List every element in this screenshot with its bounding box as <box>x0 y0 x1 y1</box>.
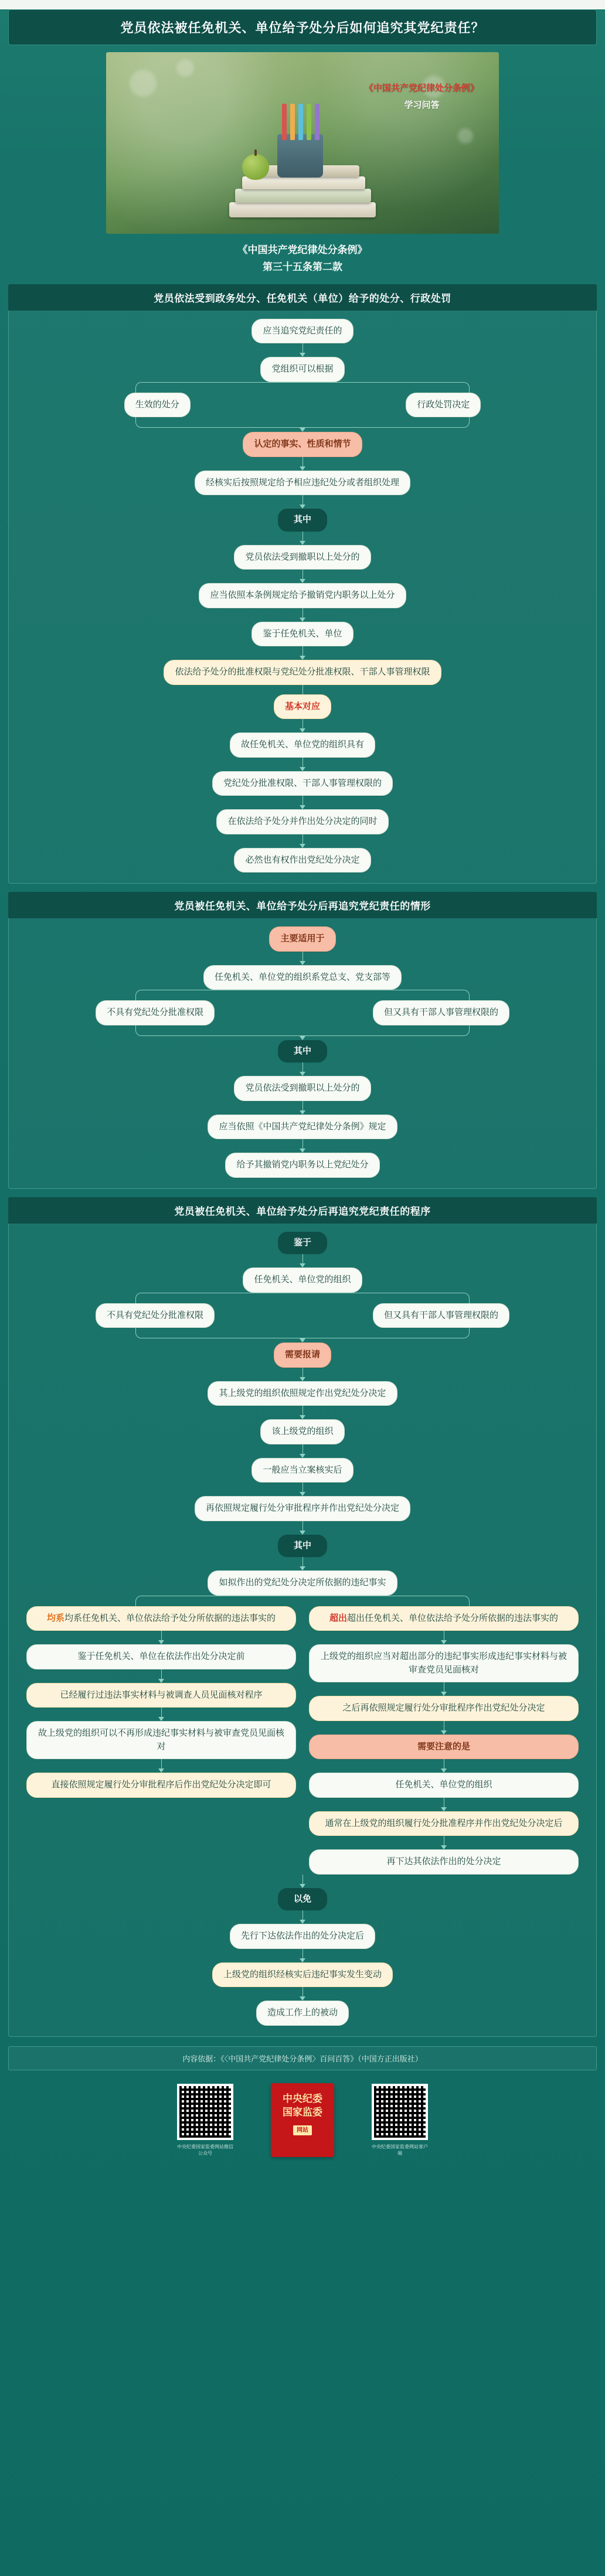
connector <box>302 531 303 541</box>
arrow-icon <box>300 1454 305 1458</box>
flow-node: 鉴于任免机关、单位在依法作出处分决定前 <box>26 1644 296 1669</box>
flow-node: 之后再依照规定履行处分审批程序作出党纪处分决定 <box>309 1696 579 1721</box>
arrow-icon <box>300 1110 305 1115</box>
qr-left-caption: 中央纪委国家监委网站微信公众号 <box>177 2144 233 2156</box>
emblem-line1: 中央纪委 <box>283 2093 322 2104</box>
flow-node: 不具有党纪处分批准权限 <box>96 1000 215 1025</box>
flow-node: 但又具有干部人事管理权限的 <box>373 1000 509 1025</box>
qr-right[interactable] <box>372 2084 428 2156</box>
branch-split <box>135 1596 470 1606</box>
flow-node-emphasis <box>309 1606 579 1631</box>
flow-node: 故任免机关、单位党的组织具有 <box>230 732 375 758</box>
pencil-cup <box>277 134 323 178</box>
connector <box>161 1669 162 1679</box>
page-title: 党员依法被任免机关、单位给予处分后如何追究其党纪责任？ <box>8 9 597 45</box>
flow-node: 党员依法受到撤职以上处分的 <box>234 545 371 570</box>
flow-node-highlight: 需要注意的是 <box>309 1735 579 1760</box>
book <box>235 189 371 203</box>
connector <box>302 1483 303 1492</box>
hero-subtitle <box>0 242 605 276</box>
flow-node: 应当依照本条例规定给予撤销党内职务以上处分 <box>199 583 406 608</box>
flow-split-row <box>24 1000 581 1025</box>
flow-node: 任免机关、单位党的组织系党总支、党支部等 <box>203 965 402 990</box>
section-3 <box>8 1197 597 2037</box>
flow-node-emphasis-text: 基本对应 <box>284 701 320 711</box>
bokeh-dot <box>458 128 473 144</box>
brand-emblem <box>271 2083 334 2157</box>
flow-node: 再依照规定履行处分审批程序并作出党纪处分决定 <box>195 1496 410 1521</box>
section-2 <box>8 892 597 1189</box>
connector <box>302 608 303 618</box>
flow-node-highlight: 主要适用于 <box>269 926 335 952</box>
arrow-icon <box>300 1920 305 1924</box>
flow-node: 任免机关、单位党的组织 <box>243 1267 362 1293</box>
flow-node: 但又具有干部人事管理权限的 <box>373 1303 509 1328</box>
flow-node-highlight: 需要报请 <box>274 1342 331 1368</box>
branch-left-keyword: 均系 <box>46 1613 64 1623</box>
flow-tag: 以免 <box>278 1888 327 1911</box>
connector <box>302 758 303 767</box>
hero-caption-line2: 学习问答 <box>404 100 440 110</box>
arrow-icon <box>300 1149 305 1153</box>
arrow-icon <box>300 1036 305 1040</box>
hero-caption-line1: 《中国共产党纪律处分条例》 <box>364 83 479 93</box>
flow-node: 党纪处分批准权限、干部人事管理权限的 <box>212 771 393 796</box>
branch-merge <box>135 417 470 428</box>
connector <box>302 1062 303 1072</box>
arrow-icon <box>300 1566 305 1570</box>
flow-node: 故上级党的组织可以不再形成违纪事实材料与被审查党员见面核对 <box>26 1721 296 1759</box>
arrow-icon <box>300 353 305 357</box>
flow-node: 行政处罚决定 <box>406 393 481 418</box>
hero-caption <box>365 80 479 114</box>
connector <box>302 796 303 805</box>
flow-node: 该上级党的组织 <box>260 1419 344 1444</box>
arrow-icon <box>441 1692 447 1696</box>
flow-tag: 鉴于 <box>278 1232 327 1255</box>
flow-node-emphasis <box>26 1606 296 1631</box>
branch-right-keyword: 超出 <box>329 1613 347 1623</box>
arrow-icon <box>300 656 305 660</box>
pencil-icon <box>282 104 287 140</box>
connector <box>302 952 303 961</box>
flow-node: 其上级党的组织依照规定作出党纪处分决定 <box>208 1381 397 1406</box>
emblem-sub: 网站 <box>293 2125 312 2136</box>
arrow-icon <box>441 1769 447 1773</box>
pencil-icon <box>290 104 295 140</box>
flow-node: 一般应当立案核实后 <box>251 1458 353 1483</box>
connector <box>302 719 303 728</box>
section-1 <box>8 284 597 884</box>
arrow-icon <box>300 767 305 771</box>
connector <box>161 1708 162 1717</box>
arrow-icon <box>300 1996 305 2001</box>
connector <box>302 1101 303 1110</box>
connector <box>302 646 303 656</box>
flow-node: 再下达其依法作出的处分决定 <box>309 1849 579 1875</box>
flow-tag: 其中 <box>278 1040 327 1063</box>
qr-code-icon[interactable] <box>372 2084 428 2140</box>
branch-merge <box>135 1328 470 1338</box>
flow-node: 直接依照规定履行处分审批程序后作出党纪处分决定即可 <box>26 1773 296 1798</box>
flow-node: 党组织可以根据 <box>260 357 344 382</box>
hero-image <box>106 52 499 234</box>
flow-node: 生效的处分 <box>124 393 191 418</box>
flow-node: 经核实后按照规定给予相应违纪处分或者组织处理 <box>195 471 410 496</box>
arrow-icon <box>300 618 305 622</box>
arrow-icon <box>158 1769 164 1773</box>
qr-code-icon[interactable] <box>177 2084 233 2140</box>
flow-tag: 其中 <box>278 509 327 531</box>
hero-sub-line1: 《中国共产党纪律处分条例》 <box>237 244 368 255</box>
connector <box>302 834 303 844</box>
section-2-header: 党员被任免机关、单位给予处分后再追究党纪责任的情形 <box>8 892 597 918</box>
connector <box>302 1987 303 1996</box>
bokeh-dot <box>130 70 157 97</box>
connector <box>302 1521 303 1531</box>
footer <box>0 2083 605 2157</box>
connector <box>302 457 303 466</box>
branch-split <box>135 1293 470 1303</box>
branch-left-column <box>26 1606 296 1798</box>
branch-merge <box>135 1025 470 1036</box>
branch-split <box>135 990 470 1000</box>
connector <box>302 1557 303 1566</box>
flow-node: 上级党的组织经核实后违纪事实发生变动 <box>212 1962 393 1988</box>
flow-split-row <box>24 393 581 418</box>
arrow-icon <box>300 541 305 545</box>
arrow-icon <box>300 1884 305 1888</box>
arrow-icon <box>300 1415 305 1419</box>
section-1-header: 党员依法受到政务处分、任免机关（单位）给予的处分、行政处罚 <box>8 284 597 311</box>
source-note: 内容依据：《〈中国共产党纪律处分条例〉百问百答》（中国方正出版社） <box>8 2046 597 2070</box>
flow-node: 应当依照《中国共产党纪律处分条例》规定 <box>208 1115 397 1140</box>
flow-node: 上级党的组织应当对超出部分的违纪事实形成违纪事实材料与被审查党员见面核对 <box>309 1644 579 1682</box>
branch-right-column <box>309 1606 579 1875</box>
connector <box>302 1368 303 1377</box>
arrow-icon <box>300 1958 305 1962</box>
arrow-icon <box>300 805 305 809</box>
flow-node: 任免机关、单位党的组织 <box>309 1773 579 1798</box>
flow-node: 必然也有权作出党纪处分决定 <box>234 848 371 873</box>
flow-node: 依法给予处分的批准权限与党纪处分批准权限、干部人事管理权限 <box>164 660 441 685</box>
connector <box>302 343 303 353</box>
arrow-icon <box>300 1492 305 1496</box>
book <box>229 202 376 217</box>
flow-node-highlight: 认定的事实、性质和情节 <box>243 432 362 457</box>
arrow-icon <box>300 466 305 471</box>
emblem-line2: 国家监委 <box>283 2106 322 2118</box>
connector <box>302 1875 303 1884</box>
connector <box>302 1254 303 1263</box>
arrow-icon <box>300 844 305 848</box>
flow-node-emphasis <box>274 694 331 720</box>
connector <box>161 1759 162 1769</box>
flow-node: 应当追究党纪责任的 <box>251 319 353 344</box>
arrow-icon <box>300 1263 305 1267</box>
apple-icon <box>242 154 269 180</box>
hero-sub-line2: 第三十五条第二款 <box>263 261 342 272</box>
arrow-icon <box>300 1072 305 1076</box>
arrow-icon <box>441 1845 447 1849</box>
arrow-icon <box>441 1807 447 1811</box>
flow-split-row <box>24 1303 581 1328</box>
arrow-icon <box>158 1679 164 1683</box>
pencil-icon <box>298 104 303 140</box>
flow-node: 党员依法受到撤职以上处分的 <box>234 1076 371 1101</box>
arrow-icon <box>300 961 305 965</box>
flow-tag: 其中 <box>278 1535 327 1558</box>
arrow-icon <box>300 1531 305 1535</box>
arrow-icon <box>300 1377 305 1381</box>
connector <box>302 685 303 694</box>
flow-node: 已经履行过违法事实材料与被调查人员见面核对程序 <box>26 1683 296 1708</box>
arrow-icon <box>158 1717 164 1721</box>
connector <box>302 1910 303 1920</box>
arrow-icon <box>300 428 305 432</box>
branch-split <box>135 382 470 393</box>
flow-node: 在依法给予处分并作出处分决定的同时 <box>216 809 388 834</box>
connector <box>302 495 303 505</box>
section-3-flow <box>9 1224 596 2026</box>
branch-right-text: 超出任免机关、单位依法给予处分所依据的违法事实的 <box>347 1613 559 1623</box>
qr-right-caption: 中央纪委国家监委网站客户端 <box>372 2144 428 2156</box>
arrow-icon <box>441 1730 447 1735</box>
connector <box>161 1631 162 1640</box>
connector <box>302 570 303 579</box>
arrow-icon <box>158 1640 164 1644</box>
connector <box>302 1949 303 1958</box>
bokeh-dot <box>176 59 194 77</box>
branch-left-text: 均系任免机关、单位依法给予处分所依据的违法事实的 <box>64 1613 276 1623</box>
section-2-flow <box>9 918 596 1178</box>
flow-node: 通常在上级党的组织履行处分批准程序并作出党纪处分决定后 <box>309 1811 579 1836</box>
flow-node: 鉴于任免机关、单位 <box>251 622 353 647</box>
qr-left[interactable] <box>177 2084 233 2156</box>
flow-node: 造成工作上的被动 <box>256 2001 349 2026</box>
arrow-icon <box>300 728 305 732</box>
connector <box>302 1139 303 1149</box>
section-3-header: 党员被任免机关、单位给予处分后再追究党纪责任的程序 <box>8 1197 597 1224</box>
arrow-icon <box>441 1640 447 1644</box>
flow-node: 先行下达依法作出的处分决定后 <box>230 1924 375 1949</box>
arrow-icon <box>300 579 305 583</box>
flow-node: 给予其撤销党内职务以上党纪处分 <box>225 1153 379 1178</box>
pencil-icon <box>307 104 311 140</box>
arrow-icon <box>300 1338 305 1342</box>
connector <box>302 1444 303 1454</box>
flow-node: 如拟作出的党纪处分决定所依据的违纪事实 <box>208 1570 397 1596</box>
section-1-flow <box>9 311 596 873</box>
connector <box>302 1406 303 1415</box>
pencil-icon <box>315 104 320 140</box>
branch-columns <box>24 1606 581 1875</box>
flow-node: 不具有党纪处分批准权限 <box>96 1303 215 1328</box>
arrow-icon <box>300 505 305 509</box>
infographic-page <box>0 9 605 2576</box>
